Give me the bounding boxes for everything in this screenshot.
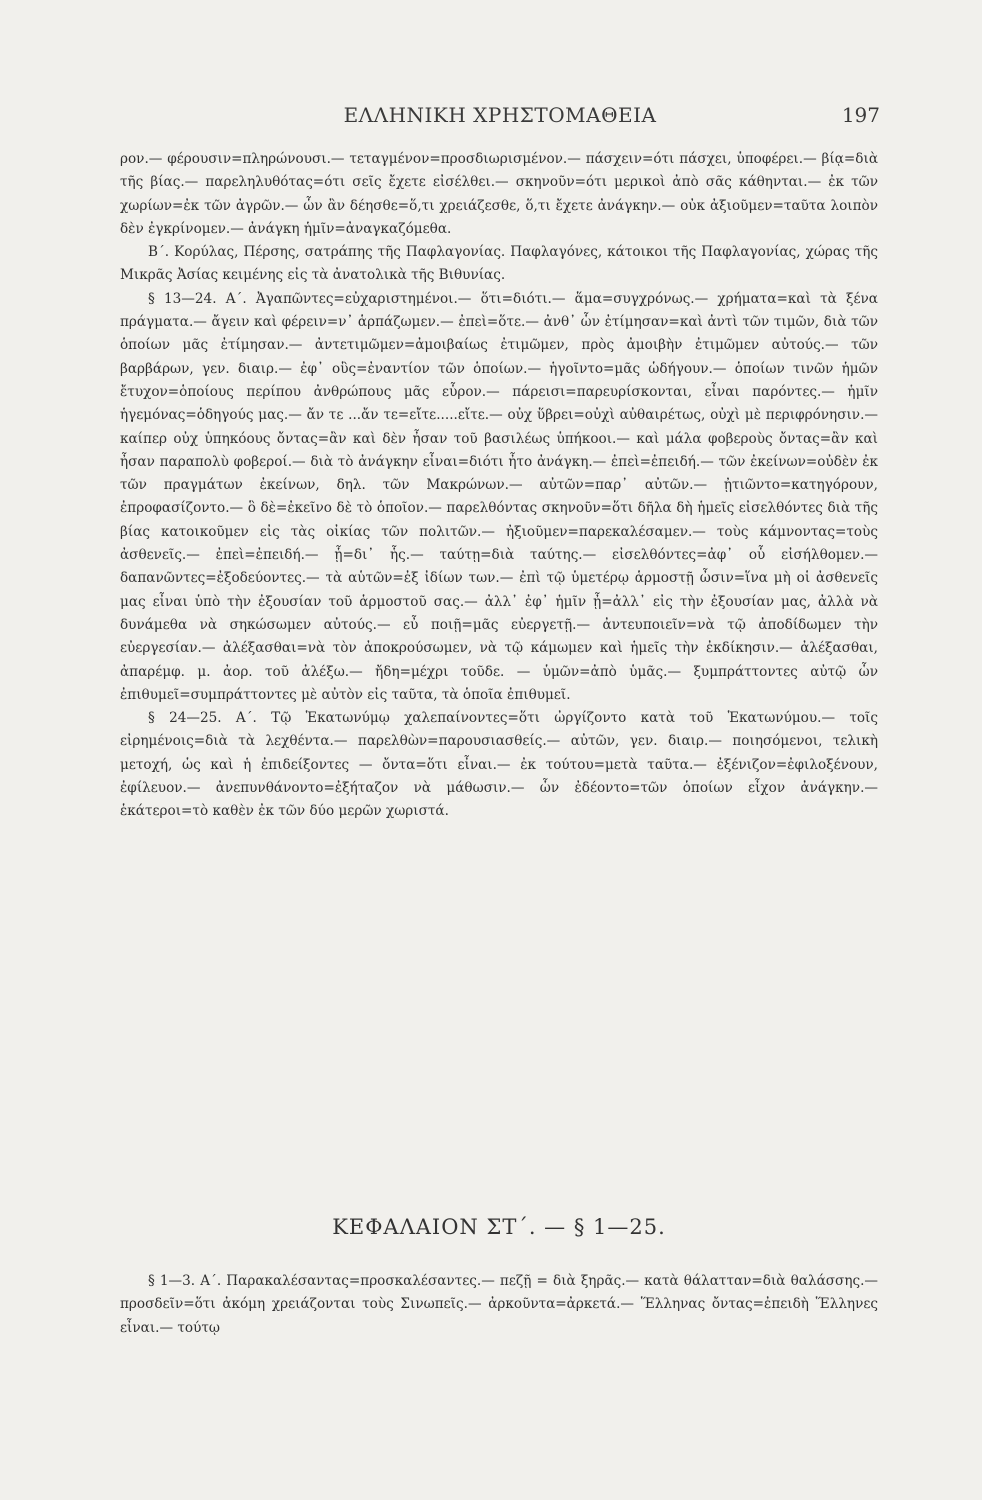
paragraph: ρον.— φέρουσιν=πληρώνουσι.— τεταγμένον=προσδιωρισμένον.— πάσχειν=ότι πάσχει, ὑποφέρει.— βίᾳ=διὰ τῆς βίας.— παρεληλυθότας=ότι σεῖς ἔχετε εἰσέλθει.— σκηνοῦν=ότι μερικοὶ ἀπὸ σᾶς κάθηνται.— ἐκ τῶν χωρίων=ἐκ τῶν ἀγρῶν.— ὧν ἂν δέησθε=ὅ,τι χρειάζεσθε, ὅ,τι ἔχετε ἀνάγκην.— οὐκ ἀξιοῦμεν=ταῦτα λοιπὸν δὲν ἐγκρίνομεν.— ἀνάγκη ἡμῖν=ἀναγκαζόμεθα. — [120, 151, 878, 237]
paragraph: Β΄. Κορύλας, Πέρσης, σατράπης τῆς Παφλαγονίας. Παφλαγόνες, κάτοικοι τῆς Παφλαγονίας, χώρας τῆς Μικρᾶς Ἀσίας κειμένης εἰς τὰ ἀνατολικὰ τῆς Βιθυνίας. — [120, 244, 878, 284]
chapter-text — [120, 1270, 878, 1340]
paragraph: § 24—25. Α΄. Τῷ Ἑκατωνύμῳ χαλεπαίνοντες=ὅτι ὠργίζοντο κατὰ τοῦ Ἑκατωνύμου.— τοῖς εἰρημένοις=διὰ τὰ λεχθέντα.— παρελθὼν=παρουσιασθείς.— αὐτῶν, γεν. διαιρ.— ποιησόμενοι, τελικὴ μετοχή, ὡς καὶ ἡ ἐπιδείξοντες — ὄντα=ὅτι εἶναι.— ἐκ τούτου=μετὰ ταῦτα.— ἐξένιζον=ἐφιλοξένουν, ἐφίλευον.— ἀνεπυνθάνοντο=ἐξήταζον νὰ μάθωσιν.— ὧν ἐδέοντο=τῶν ὁποίων εἶχον ἀνάγκην.— ἑκάτεροι=τὸ καθὲν ἐκ τῶν δύο μερῶν χωριστά. — [120, 710, 878, 820]
page-number: 197 — [841, 103, 880, 127]
paragraph: § 13—24. Α΄. Ἀγαπῶντες=εὐχαριστημένοι.— ὅτι=διότι.— ἅμα=συγχρόνως.— χρήματα=καὶ τὰ ξένα πράγματα.— ἄγειν καὶ φέρειν=ν᾽ ἁρπάζωμεν.— ἐπεὶ=ὅτε.— ἀνθ᾽ ὧν ἐτίμησαν=καὶ ἀντὶ τῶν τιμῶν, διὰ τῶν ὁποίων μᾶς ἐτίμησαν.— ἀντετιμῶμεν=ἀμοιβαίως ἐτιμῶμεν, πρὸς ἀμοιβὴν ἐτιμῶμεν αὐτούς.— τῶν βαρβάρων, γεν. διαιρ.— ἐφ᾽ οὓς=ἐναντίον τῶν ὁποίων.— ἡγοῖντο=μᾶς ὡδήγουν.— ὁποίων τινῶν ἡμῶν ἔτυχον=ὁποίους περίπου ἀνθρώπους μᾶς εὗρον.— πάρεισι=παρευρίσκονται, εἶναι παρόντες.— ἡμῖν ἡγεμόνας=ὁδηγούς μας.— ἄν τε ...ἄν τε=εἴτε.....εἴτε.— οὐχ ὕβρει=οὐχὶ αὐθαιρέτως, οὐχὶ μὲ περιφρόνησιν.— καίπερ οὐχ ὑπηκόους ὄντας=ἂν καὶ δὲν ἦσαν τοῦ βασιλέως ὑπήκοοι.— καὶ μάλα φοβεροὺς ὄντας=ἂν καὶ ἦσαν παραπολὺ φοβεροί.— διὰ τὸ ἀνάγκην εἶναι=διότι ἦτο ἀνάγκη.— ἐπεὶ=ἐπειδή.— τῶν ἐκείνων=οὐδὲν ἐκ τῶν πραγμάτων ἐκείνων, δηλ. τῶν Μακρώνων.— αὐτῶν=παρ᾽ αὐτῶν.— ᾐτιῶντο=κατηγόρουν, ἐπροφασίζοντο.— ὃ δὲ=ἐκεῖνο δὲ τὸ ὁποῖον.— παρελθόντας σκηνοῦν=ὅτι δῆλα δὴ ἡμεῖς εἰσελθόντες διὰ τῆς βίας κατοικοῦμεν εἰς τὰς οἰκίας τῶν πολιτῶν.— ἠξιοῦμεν=παρεκαλέσαμεν.— τοὺς κάμνοντας=τοὺς ἀσθενεῖς.— ἐπεὶ=ἐπειδή.— ᾗ=δι᾽ ἧς.— ταύτῃ=διὰ ταύτης.— εἰσελθόντες=ἀφ᾽ οὗ εἰσήλθομεν.— δαπανῶντες=ἐξοδεύοντες.— τὰ αὑτῶν=ἐξ ἰδίων των.— ἐπὶ τῷ ὑμετέρῳ ἁρμοστῇ ὦσιν=ἵνα μὴ οἱ ἀσθενεῖς μας εἶναι ὑπὸ τὴν ἐξουσίαν τοῦ ἁρμοστοῦ σας.— ἀλλ᾽ ἐφ᾽ ἡμῖν ᾖ=ἀλλ᾽ εἰς τὴν ἐξουσίαν μας, ἀλλὰ νὰ δυνάμεθα νὰ σηκώσωμεν αὐτούς.— εὖ ποιῇ=μᾶς εὐεργετῇ.— ἀντευποιεῖν=νὰ τῷ ἀποδίδωμεν τὴν εὐεργεσίαν.— ἀλέξασθαι=νὰ τὸν ἀποκρούσωμεν, νὰ τῷ κάμωμεν καὶ ἡμεῖς τὴν ἐκδίκησιν.— ἀλέξασθαι, ἀπαρέμφ. μ. ἀορ. τοῦ ἀλέξω.— ἤδη=μέχρι τοῦδε. — ὑμῶν=ἀπὸ ὑμᾶς.— ξυμπράττοντες αὐτῷ ὧν ἐπιθυμεῖ=συμπράττοντες μὲ αὐτὸν εἰς ταῦτα, τὰ ὁποῖα ἐπιθυμεῖ. — [120, 290, 878, 703]
paragraph: § 1—3. Α΄. Παρακαλέσαντας=προσκαλέσαντες.— πεζῇ = διὰ ξηρᾶς.— κατὰ θάλατταν=διὰ θαλάσσης.— προσδεῖν=ὅτι ἀκόμη χρειάζονται τοὺς Σινωπεῖς.— ἀρκοῦντα=ἀρκετά.— Ἕλληνας ὄντας=ἐπειδὴ Ἕλληνες εἶναι.— τούτῳ — [120, 1273, 878, 1336]
running-title: ΕΛΛΗΝΙΚΗ ΧΡΗΣΤΟΜΑΘΕΙΑ — [343, 103, 657, 127]
running-head — [120, 103, 880, 133]
commentary-text — [120, 148, 878, 824]
chapter-heading: ΚΕΦΑΛΑΙΟΝ ΣΤ΄. — § 1—25. — [332, 1215, 666, 1239]
